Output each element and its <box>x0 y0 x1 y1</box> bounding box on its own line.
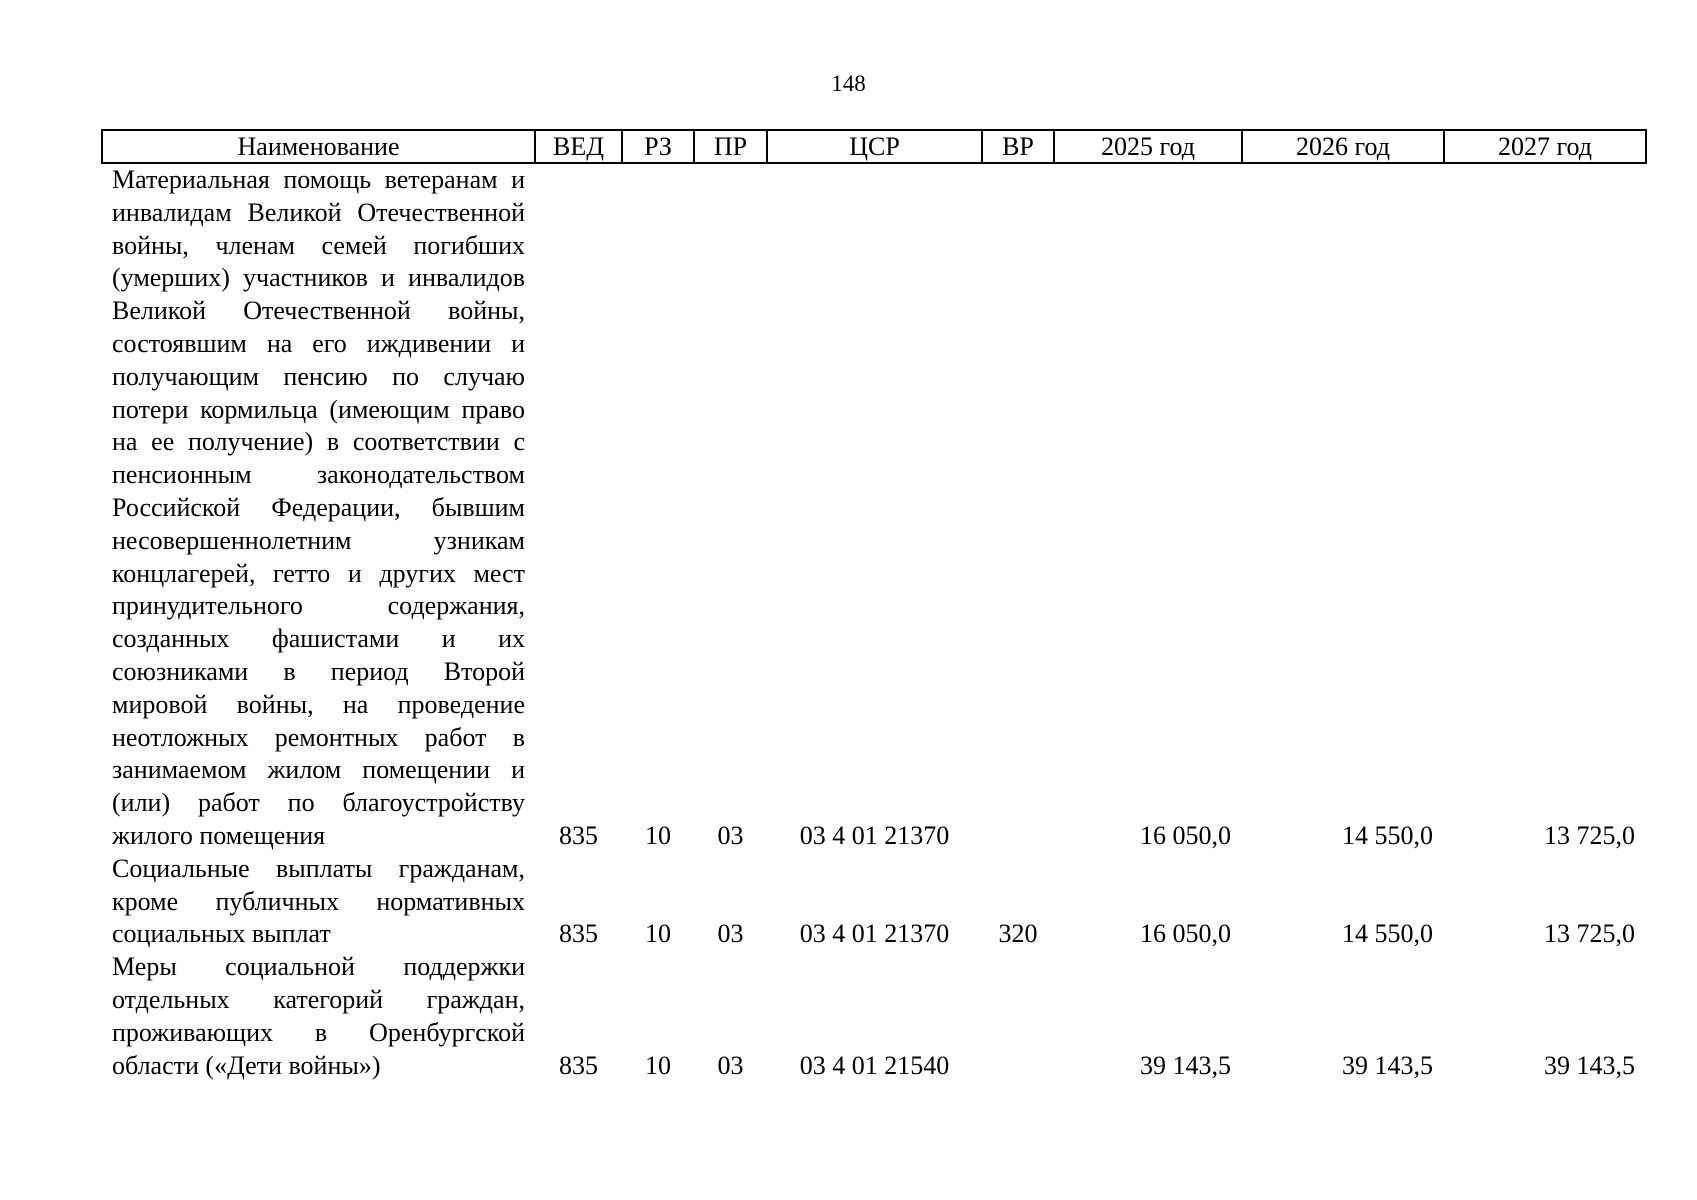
row-2025: 39 143,5 <box>1140 1050 1231 1080</box>
row-name: Социальные выплаты гражданам, кроме публичных нормативных социальных выплат <box>112 853 525 949</box>
row-2027: 13 725,0 <box>1544 919 1635 949</box>
row-ved: 835 <box>559 820 598 850</box>
row-pr: 03 <box>717 919 744 949</box>
column-header-2026: 2026 год <box>1242 130 1444 163</box>
row-2027: 13 725,0 <box>1544 820 1635 850</box>
table-row <box>102 951 1646 1082</box>
column-header-pr: ПР <box>694 130 767 163</box>
row-2026: 14 550,0 <box>1342 820 1433 850</box>
row-ved: 835 <box>559 1050 598 1080</box>
header-row <box>102 130 1646 163</box>
page-number: 148 <box>831 71 866 96</box>
column-header-ved: ВЕД <box>535 130 622 163</box>
row-csr: 03 4 01 21370 <box>799 919 950 949</box>
table-row <box>102 853 1646 951</box>
row-ved: 835 <box>559 919 598 949</box>
column-header-2025: 2025 год <box>1054 130 1242 163</box>
row-vr <box>982 951 1054 1082</box>
row-pr: 03 <box>717 1050 744 1080</box>
budget-table <box>101 129 1647 1082</box>
table-body <box>102 163 1646 1082</box>
table-header <box>102 130 1646 163</box>
row-vr <box>982 163 1054 853</box>
row-pr: 03 <box>717 820 744 850</box>
column-header-csr: ЦСР <box>767 130 982 163</box>
row-rz: 10 <box>645 919 671 949</box>
row-2026: 14 550,0 <box>1342 919 1433 949</box>
row-name: Материальная помощь ветеранам и инвалидам Великой Отечественной войны, членам семей погибших (умерших) участников и инвалидов Великой Отечественной войны, состоявшим на его иждивении и получающим пенсию по случаю потери кормильца (имеющим право на ее получение) в соответствии с пенсионным законодательством Российской Федерации, бывшим несовершеннолетним узникам концлагерей, гетто и других мест принудительного содержания, созданных фашистами и их союзниками в период Второй мировой войны, на проведение неотложных ремонтных работ в занимаемом жилом помещении и (или) работ по благоустройству жилого помещения <box>112 165 525 850</box>
row-csr: 03 4 01 21370 <box>799 820 950 850</box>
column-header-vr: ВР <box>982 130 1054 163</box>
row-csr: 03 4 01 21540 <box>799 1050 950 1080</box>
row-rz: 10 <box>645 820 671 850</box>
column-header-rz: РЗ <box>622 130 694 163</box>
row-vr: 320 <box>998 919 1038 949</box>
row-rz: 10 <box>645 1050 671 1080</box>
row-2025: 16 050,0 <box>1140 820 1231 850</box>
row-2027: 39 143,5 <box>1544 1050 1635 1080</box>
table-row <box>102 163 1646 853</box>
row-name: Меры социальной поддержки отдельных категорий граждан, проживающих в Оренбургской области («Дети войны») <box>112 952 525 1080</box>
column-header-2027: 2027 год <box>1444 130 1646 163</box>
row-2026: 39 143,5 <box>1342 1050 1433 1080</box>
column-header-name: Наименование <box>102 130 535 163</box>
row-2025: 16 050,0 <box>1140 919 1231 949</box>
